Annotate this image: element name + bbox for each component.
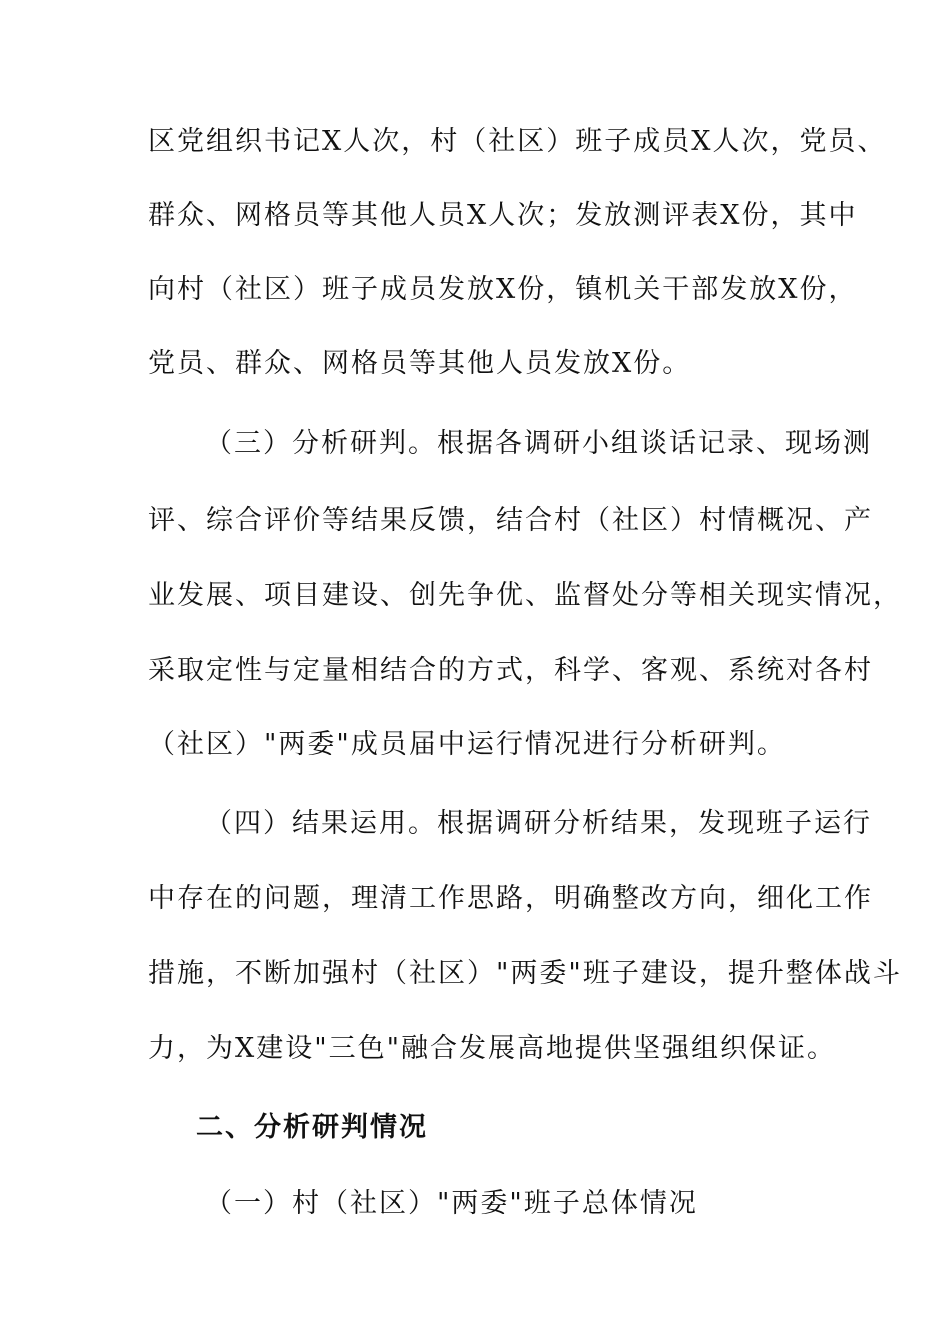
paragraph-line: 业发展、项目建设、创先争优、监督处分等相关现实情况，: [148, 580, 902, 611]
paragraph-line: 力，为X建设"三色"融合发展高地提供坚强组织保证。: [148, 1033, 837, 1064]
paragraph-line: 向村（社区）班子成员发放X份，镇机关干部发放X份，: [148, 274, 858, 305]
paragraph-line: 区党组织书记X人次，村（社区）班子成员X人次，党员、: [148, 126, 887, 157]
paragraph-line: 群众、网格员等其他人员X人次；发放测评表X份，其中: [148, 200, 858, 231]
paragraph-line: （社区）"两委"成员届中运行情况进行分析研判。: [148, 729, 786, 760]
paragraph-line: （四）结果运用。根据调研分析结果，发现班子运行: [205, 808, 872, 839]
paragraph-line: 评、综合评价等结果反馈，结合村（社区）村情概况、产: [148, 505, 873, 536]
paragraph-line: 措施，不断加强村（社区）"两委"班子建设，提升整体战斗: [148, 958, 902, 989]
paragraph-line: 采取定性与定量相结合的方式，科学、客观、系统对各村: [148, 655, 873, 686]
paragraph-line: 党员、群众、网格员等其他人员发放X份。: [148, 348, 692, 379]
section-heading: 二、分析研判情况: [196, 1112, 428, 1143]
paragraph-line: （三）分析研判。根据各调研小组谈话记录、现场测: [205, 428, 872, 459]
paragraph-line: 中存在的问题，理清工作思路，明确整改方向，细化工作: [148, 883, 873, 914]
subsection-heading: （一）村（社区）"两委"班子总体情况: [205, 1188, 698, 1219]
